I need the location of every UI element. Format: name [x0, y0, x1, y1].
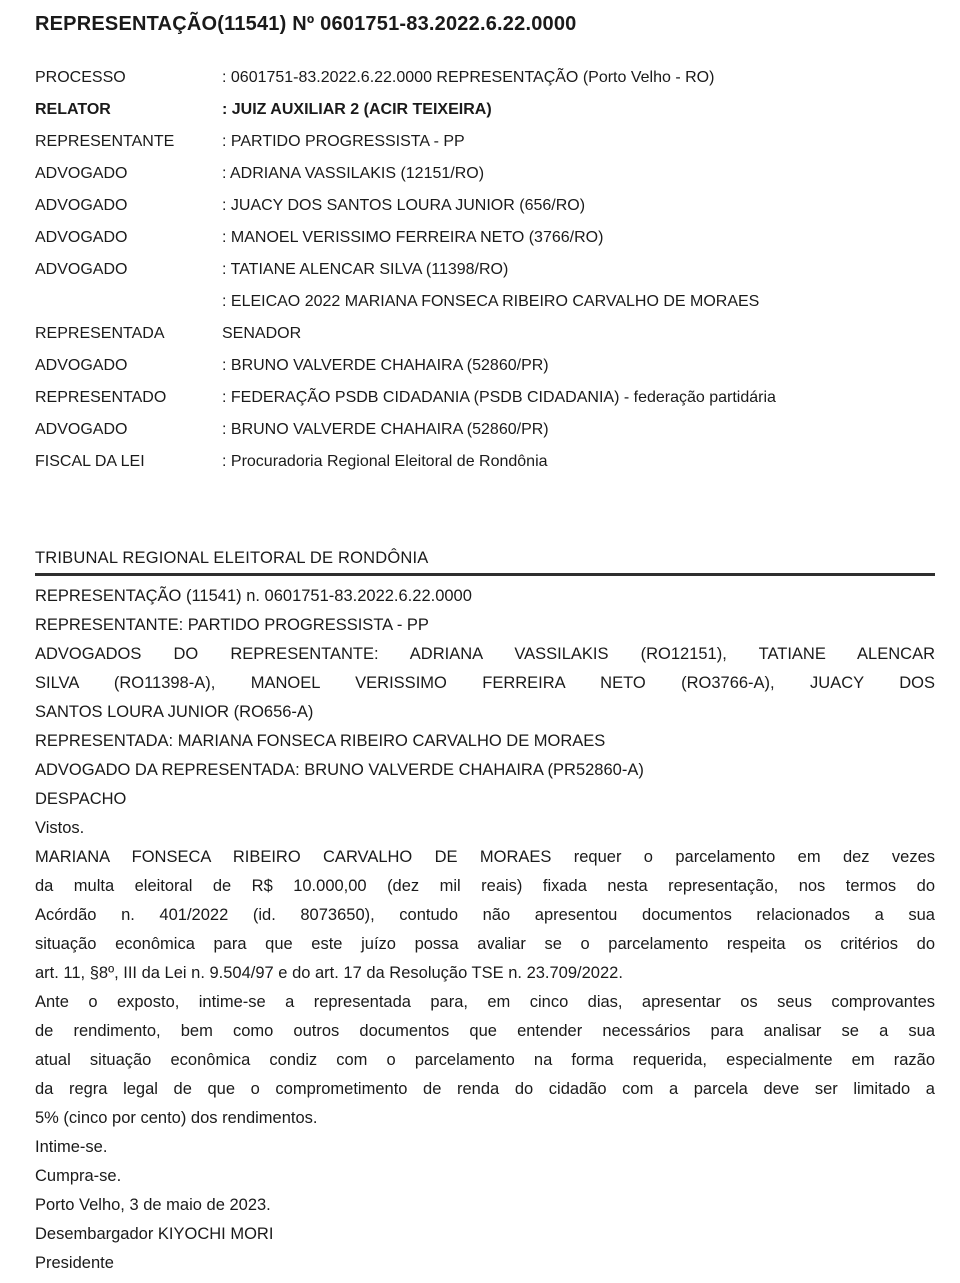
info-value: : ELEICAO 2022 MARIANA FONSECA RIBEIRO CARVALHO DE MORAES	[222, 293, 760, 310]
info-label: REPRESENTANTE	[35, 133, 175, 150]
body-line: Cumpra-se.	[35, 1167, 122, 1185]
info-label	[35, 286, 222, 318]
info-label: FISCAL DA LEI	[35, 453, 145, 470]
info-value: : BRUNO VALVERDE CHAHAIRA (52860/PR)	[222, 421, 549, 438]
info-value: : PARTIDO PROGRESSISTA - PP	[222, 133, 465, 150]
info-value: : MANOEL VERISSIMO FERREIRA NETO (3766/RO)	[222, 229, 604, 246]
body-line: art. 11, §8º, III da Lei n. 9.504/97 e do art. 17 da Resolução TSE n. 23.709/2022.	[35, 964, 623, 982]
info-label: PROCESSO	[35, 69, 126, 86]
body-line: 5% (cinco por cento) dos rendimentos.	[35, 1109, 318, 1127]
info-label: ADVOGADO	[35, 357, 128, 374]
info-value: : Procuradoria Regional Eleitoral de Rondônia	[222, 453, 548, 470]
info-label: ADVOGADO	[35, 229, 128, 246]
body-line: atual situação econômica condiz com o parcelamento na forma requerida, especialmente em razão	[35, 1051, 935, 1069]
body-line: MARIANA FONSECA RIBEIRO CARVALHO DE MORAES requer o parcelamento em dez vezes	[35, 848, 935, 866]
info-label: REPRESENTADO	[35, 389, 167, 406]
document-title: REPRESENTAÇÃO(11541) Nº 0601751-83.2022.6.22.0000	[35, 13, 577, 35]
body-line: ADVOGADOS DO REPRESENTANTE: ADRIANA VASSILAKIS (RO12151), TATIANE ALENCAR	[35, 645, 935, 663]
info-row-advogado	[35, 414, 935, 446]
info-value: : ADRIANA VASSILAKIS (12151/RO)	[222, 165, 485, 182]
info-row-representado	[35, 382, 935, 414]
decision-body	[35, 548, 935, 1278]
info-value: : JUACY DOS SANTOS LOURA JUNIOR (656/RO)	[222, 197, 586, 214]
info-row-advogado	[35, 158, 935, 190]
info-label: REPRESENTADA	[35, 325, 165, 342]
info-value: : 0601751-83.2022.6.22.0000 REPRESENTAÇÃO (Porto Velho - RO)	[222, 69, 715, 86]
info-value: : TATIANE ALENCAR SILVA (11398/RO)	[222, 261, 509, 278]
body-line: de rendimento, bem como outros documentos que entender necessários para analisar se a sua	[35, 1022, 935, 1040]
body-line-date: Porto Velho, 3 de maio de 2023.	[35, 1196, 271, 1214]
body-line: situação econômica para que este juízo possa avaliar se o parcelamento respeita os critérios do	[35, 935, 935, 953]
body-line: SANTOS LOURA JUNIOR (RO656-A)	[35, 703, 314, 721]
tribunal-heading: TRIBUNAL REGIONAL ELEITORAL DE RONDÔNIA	[35, 548, 935, 576]
case-info-table	[35, 62, 935, 478]
info-row-advogado	[35, 350, 935, 382]
body-line: Vistos.	[35, 819, 85, 837]
body-line: SILVA (RO11398-A), MANOEL VERISSIMO FERREIRA NETO (RO3766-A), JUACY DOS	[35, 674, 935, 692]
info-row-advogado	[35, 254, 935, 286]
body-line: DESPACHO	[35, 790, 127, 808]
info-value: : JUIZ AUXILIAR 2 (ACIR TEIXEIRA)	[222, 101, 492, 118]
body-line: REPRESENTADA: MARIANA FONSECA RIBEIRO CARVALHO DE MORAES	[35, 732, 606, 750]
info-label: ADVOGADO	[35, 421, 128, 438]
info-row-representada	[35, 318, 935, 350]
body-line-signer-role: Presidente	[35, 1254, 114, 1272]
info-value: : BRUNO VALVERDE CHAHAIRA (52860/PR)	[222, 357, 549, 374]
info-row-advogado	[35, 190, 935, 222]
body-line-signer: Desembargador KIYOCHI MORI	[35, 1225, 274, 1243]
info-label: RELATOR	[35, 101, 111, 118]
body-line: Acórdão n. 401/2022 (id. 8073650), contudo não apresentou documentos relacionados a sua	[35, 906, 935, 924]
body-line: REPRESENTAÇÃO (11541) n. 0601751-83.2022.6.22.0000	[35, 587, 472, 605]
info-value: : FEDERAÇÃO PSDB CIDADANIA (PSDB CIDADANIA) - federação partidária	[222, 389, 776, 406]
info-label: ADVOGADO	[35, 165, 128, 182]
info-row-advogado	[35, 222, 935, 254]
info-label: ADVOGADO	[35, 261, 128, 278]
info-row-representante	[35, 126, 935, 158]
info-value: SENADOR	[222, 325, 302, 342]
body-line: da multa eleitoral de R$ 10.000,00 (dez mil reais) fixada nesta representação, nos termos do	[35, 877, 935, 895]
body-line: Ante o exposto, intime-se a representada para, em cinco dias, apresentar os seus comprovantes	[35, 993, 935, 1011]
decision-text	[35, 582, 935, 1278]
info-row-relator	[35, 94, 935, 126]
body-line: da regra legal de que o comprometimento de renda do cidadão com a parcela deve ser limitado a	[35, 1080, 935, 1098]
info-label: ADVOGADO	[35, 197, 128, 214]
info-row-processo	[35, 62, 935, 94]
info-row-continuation	[35, 286, 935, 318]
body-line: ADVOGADO DA REPRESENTADA: BRUNO VALVERDE CHAHAIRA (PR52860-A)	[35, 761, 644, 779]
info-row-fiscal-da-lei	[35, 446, 935, 478]
body-line: Intime-se.	[35, 1138, 108, 1156]
body-line: REPRESENTANTE: PARTIDO PROGRESSISTA - PP	[35, 616, 429, 634]
